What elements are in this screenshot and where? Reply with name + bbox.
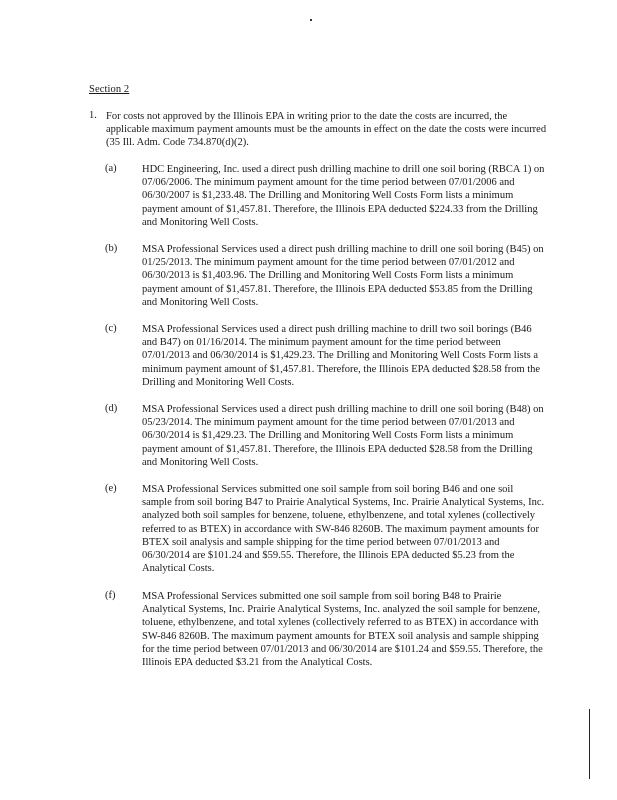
subitem-c: [105, 323, 545, 389]
item-text: For costs not approved by the Illinois EPA in writing prior to the date the costs are incurred, the applicable maximum payment amounts must be the amounts in effect on the date the costs were incurred (35 Ill. Adm. Code 734.870(d)(2).: [106, 111, 547, 148]
subitem-text: MSA Professional Services submitted one soil sample from soil boring B46 and one soil sample from soil boring B47 to Prairie Analytical Systems, Inc. Prairie Analytical Systems, Inc. analyzed both soil samples for benzene, toluene, ethylbenzene, and total xylenes (collectively referred to as BTEX) in accordance with SW-846 8260B. The maximum payment amounts for BTEX soil analysis and sample shipping for the time period between 07/01/2013 and 06/30/2014 are $101.24 and $59.55. Therefore, the Illinois EPA deducted $5.23 from the Analytical Costs.: [142, 484, 545, 575]
subitem-e: [105, 483, 545, 575]
subitem-b: [105, 243, 545, 309]
subitem-d: [105, 403, 545, 469]
subitem-text: MSA Professional Services used a direct push drilling machine to drill one soil boring (B48) on 05/23/2014. The minimum payment amount for the time period between 07/01/2013 and 06/30/2014 is $1,429.23. The Drilling and Monitoring Well Costs Form lists a minimum payment amount of $1,457.81. Therefore, the Illinois EPA deducted $28.58 from the Drilling and Monitoring Well Costs.: [142, 404, 544, 468]
subitem-f: [105, 590, 545, 669]
subitem-text: MSA Professional Services submitted one soil sample from soil boring B48 to Prairie Analytical Systems, Inc. Prairie Analytical Systems, Inc. analyzed the soil sample for benzene, toluene, ethylbenzene, and total xylenes (collectively referred to as BTEX) in accordance with SW-846 8260B. The maximum payment amounts for BTEX soil analysis and sample shipping for the time period between 07/01/2013 and 06/30/2014 are $101.24 and $59.55. Therefore, the Illinois EPA deducted $3.21 from the Analytical Costs.: [142, 591, 543, 669]
section-title: Section 2: [89, 84, 130, 95]
subitem-a: [105, 163, 545, 229]
subitem-label: (b): [105, 243, 118, 254]
numbered-item-1: [89, 110, 549, 149]
subitem-text: MSA Professional Services used a direct push drilling machine to drill two soil borings (B46 and B47) on 01/16/2014. The minimum payment amount for the time period between 07/01/2013 and 06/30/2014 is $1,429.23. The Drilling and Monitoring Well Costs Form lists a minimum payment amount of $1,457.81. Therefore, the Illinois EPA deducted $28.58 from the Drilling and Monitoring Well Costs.: [142, 324, 541, 388]
scan-speck: [310, 19, 312, 21]
subitem-label: (d): [105, 403, 118, 414]
subitem-label: (a): [105, 163, 117, 174]
subitem-label: (c): [105, 323, 117, 334]
subitem-label: (f): [105, 590, 116, 601]
item-number: 1.: [89, 110, 97, 121]
subitem-text: MSA Professional Services used a direct push drilling machine to drill one soil boring (B45) on 01/25/2013. The minimum payment amount for the time period between 07/01/2012 and 06/30/2013 is $1,403.96. The Drilling and Monitoring Well Costs Form lists a minimum payment amount of $1,457.81. Therefore, the Illinois EPA deducted $53.85 from the Drilling and Monitoring Well Costs.: [142, 244, 544, 308]
subitem-text: HDC Engineering, Inc. used a direct push drilling machine to drill one soil boring (RBCA 1) on 07/06/2006. The minimum payment amount for the time period between 07/01/2006 and 06/30/2007 is $1,233.48. The Drilling and Monitoring Well Costs Form lists a minimum payment amount of $1,457.81. Therefore, the Illinois EPA deducted $224.33 from the Drilling and Monitoring Well Costs.: [142, 164, 545, 228]
subitem-label: (e): [105, 483, 117, 494]
scan-edge-line: [589, 709, 590, 779]
